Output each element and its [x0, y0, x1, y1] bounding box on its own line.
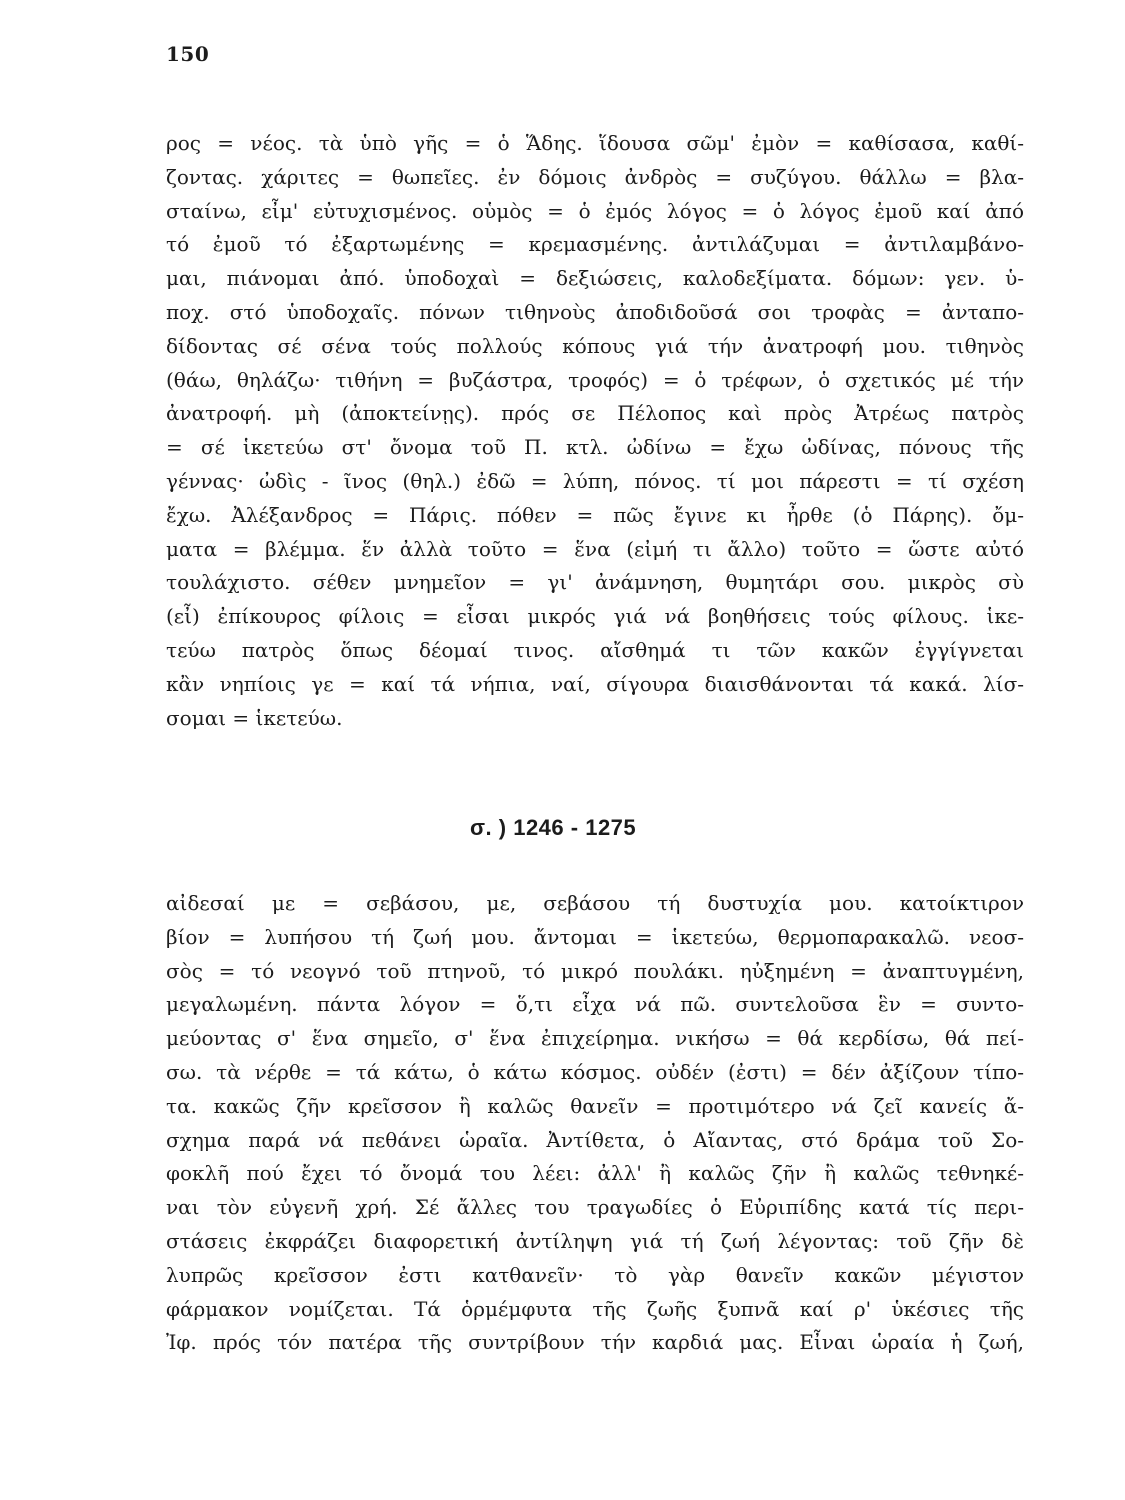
page-number: 150 [166, 42, 210, 66]
text-line: μεγαλωμένη. πάντα λόγον = ὅ,τι εἶχα νά πῶ. συντελοῦσα ἓν = συντο- [166, 992, 1024, 1017]
text-line: ἔχω. Ἀλέξανδρος = Πάρις. πόθεν = πῶς ἔγινε κι ἦρθε (ὁ Πάρης). ὄμ- [166, 502, 1024, 527]
text-line: Ἰφ. πρός τόν πατέρα τῆς συντρίβουν τήν καρδιά μας. Εἶναι ὡραία ἡ ζωή, [166, 1330, 1024, 1355]
text-line: βίον = λυπήσου τή ζωή μου. ἄντομαι = ἱκετεύω, θερμοπαρακαλῶ. νεοσ- [166, 924, 1024, 949]
text-line: ποχ. στό ὑποδοχαῖς. πόνων τιθηνοὺς ἀποδιδοῦσά σοι τροφὰς = ἀνταπο- [166, 299, 1024, 324]
commentary-block-lower [166, 887, 1024, 1360]
text-line: δίδοντας σέ σένα τούς πολλούς κόπους γιά τήν ἀνατροφή μου. τιθηνὸς [166, 333, 1024, 358]
text-line: αἰδεσαί με = σεβάσου, με, σεβάσου τή δυστυχία μου. κατοίκτιρον [166, 891, 1024, 915]
text-line: τουλάχιστο. σέθεν μνημεῖον = γι' ἀνάμνηση, θυμητάρι σου. μικρὸς σὺ [166, 570, 1024, 595]
text-line: σχημα παρά νά πεθάνει ὡραῖα. Ἀντίθετα, ὁ Αἴαντας, στό δράμα τοῦ Σο- [166, 1127, 1024, 1152]
text-line: ματα = βλέμμα. ἕν ἀλλὰ τοῦτο = ἕνα (εἰμή τι ἄλλο) τοῦτο = ὥστε αὐτό [166, 536, 1024, 561]
text-line: μαι, πιάνομαι ἀπό. ὑποδοχαὶ = δεξιώσεις, καλοδεξίματα. δόμων: γεν. ὑ- [166, 266, 1024, 291]
commentary-block-upper [166, 127, 1024, 735]
text-line: ζοντας. χάριτες = θωπεῖες. ἐν δόμοις ἀνδρὸς = συζύγου. θάλλω = βλα- [166, 164, 1024, 189]
text-line: γέννας· ὠδὶς - ῖνος (θηλ.) ἐδῶ = λύπη, πόνος. τί μοι πάρεστι = τί σχέση [166, 468, 1024, 493]
text-line: φάρμακον νομίζεται. Τά ὁρμέμφυτα τῆς ζωῆς ξυπνᾶ καί ρ' ὑκέσιες τῆς [166, 1296, 1024, 1321]
text-line: τεύω πατρὸς ὅπως δέομαί τινος. αἴσθημά τι τῶν κακῶν ἐγγίγνεται [166, 637, 1024, 662]
text-line: ἀνατροφή. μὴ (ἀποκτείνῃς). πρός σε Πέλοπος καὶ πρὸς Ἀτρέως πατρὸς [166, 401, 1024, 426]
text-line: στάσεις ἐκφράζει διαφορετική ἀντίληψη γιά τή ζωή λέγοντας: τοῦ ζῆν δὲ [166, 1228, 1024, 1253]
text-line: σὸς = τό νεογνό τοῦ πτηνοῦ, τό μικρό πουλάκι. ηὐξημένη = ἀναπτυγμένη, [166, 958, 1024, 983]
text-line: φοκλῆ πού ἔχει τό ὄνομά του λέει: ἀλλ' ἢ καλῶς ζῆν ἢ καλῶς τεθνηκέ- [166, 1161, 1024, 1186]
text-line: (εἶ) ἐπίκουρος φίλοις = εἶσαι μικρός γιά νά βοηθήσεις τούς φίλους. ἱκε- [166, 604, 1024, 629]
text-line: = σέ ἱκετεύω στ' ὄνομα τοῦ Π. κτλ. ὠδίνω = ἔχω ὠδίνας, πόνους τῆς [166, 435, 1024, 460]
text-line: μεύοντας σ' ἕνα σημεῖο, σ' ἕνα ἐπιχείρημα. νικήσω = θά κερδίσω, θά πεί- [166, 1026, 1024, 1051]
text-line: τα. κακῶς ζῆν κρεῖσσον ἢ καλῶς θανεῖν = προτιμότερο νά ζεῖ κανείς ἄ- [166, 1093, 1024, 1118]
text-line: κἂν νηπίοις γε = καί τά νήπια, ναί, σίγουρα διαισθάνονται τά κακά. λίσ- [166, 671, 1024, 696]
text-line: λυπρῶς κρεῖσσον ἐστι κατθανεῖν· τὸ γὰρ θανεῖν κακῶν μέγιστον [166, 1262, 1024, 1287]
section-heading: σ. ) 1246 - 1275 [470, 815, 637, 840]
text-line: σομαι = ἱκετεύω. [166, 705, 343, 730]
text-line: ρος = νέος. τὰ ὑπὸ γῆς = ὁ Ἅδης. ἵδουσα σῶμ' ἐμὸν = καθίσασα, καθί- [166, 131, 1024, 155]
text-line: (θάω, θηλάζω· τιθήνη = βυζάστρα, τροφός) = ὁ τρέφων, ὁ σχετικός μέ τήν [166, 367, 1024, 392]
text-line: σω. τὰ νέρθε = τά κάτω, ὁ κάτω κόσμος. οὐδέν (ἐστι) = δέν ἀξίζουν τίπο- [166, 1059, 1024, 1084]
text-line: ναι τὸν εὐγενῆ χρή. Σέ ἄλλες του τραγωδίες ὁ Εὐριπίδης κατά τίς περι- [166, 1195, 1024, 1220]
text-line: τό ἐμοῦ τό ἐξαρτωμένης = κρεμασμένης. ἀντιλάζυμαι = ἀντιλαμβάνο- [166, 232, 1024, 257]
text-line: σταίνω, εἶμ' εὐτυχισμένος. οὑμὸς = ὁ ἐμός λόγος = ὁ λόγος ἐμοῦ καί ἀπό [166, 198, 1024, 223]
